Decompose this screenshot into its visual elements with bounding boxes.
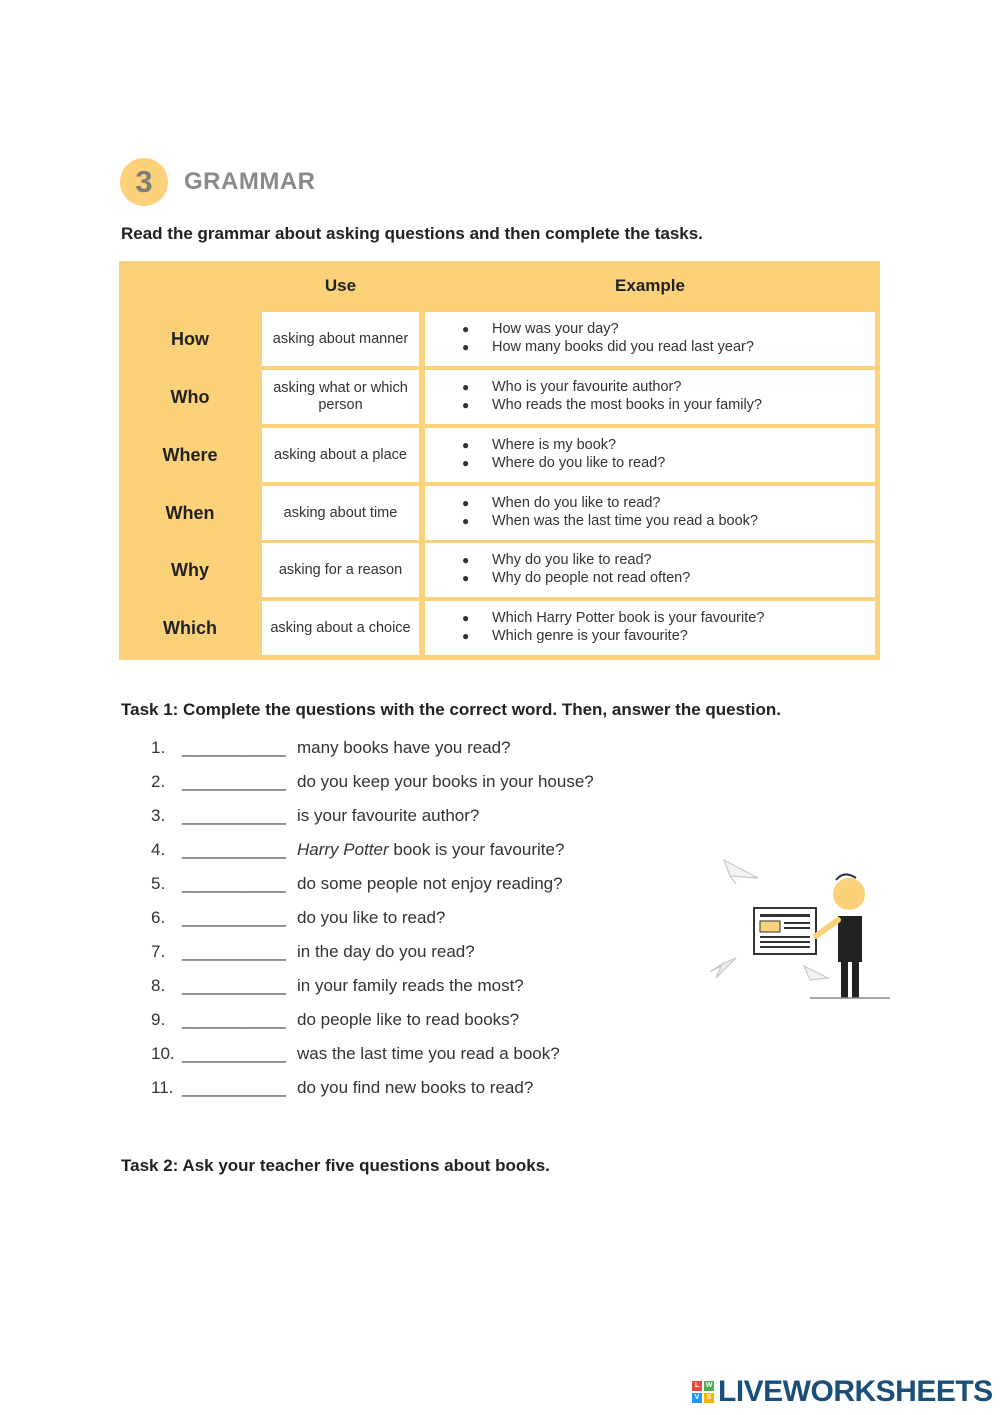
example-cell (425, 370, 875, 424)
question-word: Why (171, 559, 209, 580)
question-text: do you find new books to read? (297, 1078, 534, 1097)
question-italic-text: Harry Potter (297, 840, 389, 859)
table-row (119, 543, 880, 597)
answer-blank[interactable]: ___________ (182, 908, 287, 927)
paper-plane-icon (724, 860, 758, 884)
bullet-icon: ● (462, 514, 470, 528)
table-header-example: Example (615, 276, 685, 295)
table-row (119, 312, 880, 366)
question-word: Where (162, 444, 218, 465)
example-cell (425, 601, 875, 655)
question-number: 1. (151, 738, 166, 757)
question-word: Who (170, 386, 210, 407)
question-number: 10. (151, 1044, 175, 1063)
question-word: When (165, 502, 215, 523)
question-text: in your family reads the most? (297, 976, 524, 995)
task1-title: Task 1: Complete the questions with the correct word. Then, answer the question. (121, 700, 781, 719)
question-number: 8. (151, 976, 166, 995)
example-text: When do you like to read? (492, 495, 661, 511)
example-item (425, 396, 875, 414)
bullet-icon: ● (462, 553, 470, 567)
question-number: 7. (151, 942, 166, 961)
document-board-icon (754, 908, 816, 954)
example-item (425, 609, 875, 627)
instruction-text: Read the grammar about asking questions and then complete the tasks. (121, 224, 703, 243)
reading-illustration (700, 850, 900, 1010)
example-text: Why do you like to read? (492, 552, 652, 568)
example-text: Which Harry Potter book is your favourite? (492, 610, 765, 626)
question-text: do you like to read? (297, 908, 446, 927)
question-rest-text: book is your favourite? (388, 840, 565, 859)
use-cell: asking about manner (262, 312, 419, 366)
logo-text: LIVEWORKSHEETS (718, 1375, 993, 1408)
example-item (425, 494, 875, 512)
example-text: When was the last time you read a book? (492, 513, 758, 529)
question-text (297, 840, 564, 860)
use-cell: asking about a choice (262, 601, 419, 655)
answer-blank[interactable]: ___________ (182, 874, 287, 893)
person-figure (810, 874, 890, 998)
bullet-icon: ● (462, 398, 470, 412)
question-text: was the last time you read a book? (297, 1044, 560, 1063)
example-cell (425, 543, 875, 597)
example-item (425, 320, 875, 338)
bullet-icon: ● (462, 340, 470, 354)
question-number: 9. (151, 1010, 166, 1029)
use-cell: asking for a reason (262, 543, 419, 597)
bullet-icon: ● (462, 456, 470, 470)
bullet-icon: ● (462, 438, 470, 452)
example-cell (425, 312, 875, 366)
table-row (119, 370, 880, 424)
question-word: How (171, 328, 209, 349)
example-cell (425, 428, 875, 482)
paper-plane-icon (804, 966, 828, 980)
example-item (425, 436, 875, 454)
example-text: Who is your favourite author? (492, 379, 682, 395)
liveworksheets-logo[interactable] (692, 1375, 993, 1409)
table-row (119, 428, 880, 482)
question-number: 11. (151, 1078, 174, 1097)
question-text: is your favourite author? (297, 806, 480, 825)
section-header (120, 158, 315, 206)
logo-grid-icon: L W V S (692, 1381, 714, 1403)
question-number: 6. (151, 908, 166, 927)
question-number: 5. (151, 874, 166, 893)
answer-blank[interactable]: ___________ (182, 942, 287, 961)
example-item (425, 627, 875, 645)
paper-plane-icon (710, 958, 736, 978)
table-row (119, 486, 880, 540)
example-item (425, 378, 875, 396)
example-text: Who reads the most books in your family? (492, 397, 762, 413)
answer-blank[interactable]: ___________ (182, 1044, 287, 1063)
example-item (425, 454, 875, 472)
answer-blank[interactable]: ___________ (182, 976, 287, 995)
section-title: GRAMMAR (184, 168, 316, 195)
example-text: How was your day? (492, 321, 619, 337)
bullet-icon: ● (462, 571, 470, 585)
bullet-icon: ● (462, 611, 470, 625)
example-text: Where do you like to read? (492, 455, 666, 471)
question-text: do some people not enjoy reading? (297, 874, 563, 893)
answer-blank[interactable]: ___________ (182, 772, 287, 791)
example-text: Why do people not read often? (492, 570, 691, 586)
example-cell (425, 486, 875, 540)
task2-title: Task 2: Ask your teacher five questions about books. (121, 1156, 550, 1175)
section-number-badge: 3 (120, 158, 168, 206)
question-text: do you keep your books in your house? (297, 772, 594, 791)
question-text: in the day do you read? (297, 942, 475, 961)
use-cell: asking about a place (262, 428, 419, 482)
bullet-icon: ● (462, 496, 470, 510)
example-item (425, 551, 875, 569)
question-text: do people like to read books? (297, 1010, 520, 1029)
example-item (425, 338, 875, 356)
use-cell: asking about time (262, 486, 419, 540)
question-word: Which (163, 617, 217, 638)
example-item (425, 569, 875, 587)
example-text: Where is my book? (492, 437, 617, 453)
bullet-icon: ● (462, 380, 470, 394)
answer-blank[interactable]: ___________ (182, 1010, 287, 1029)
table-row (119, 601, 880, 655)
bullet-icon: ● (462, 322, 470, 336)
answer-blank[interactable]: ___________ (182, 840, 287, 859)
question-text: many books have you read? (297, 738, 511, 757)
bullet-icon: ● (462, 629, 470, 643)
example-item (425, 512, 875, 530)
question-number: 3. (151, 806, 166, 825)
question-number: 2. (151, 772, 166, 791)
question-number: 4. (151, 840, 166, 859)
use-cell: asking what or which person (262, 370, 419, 424)
table-header-use: Use (324, 276, 357, 295)
example-text: Which genre is your favourite? (492, 628, 688, 644)
answer-blank[interactable]: ___________ (182, 1078, 287, 1097)
answer-blank[interactable]: ___________ (182, 806, 287, 825)
answer-blank[interactable]: ___________ (182, 738, 287, 757)
example-text: How many books did you read last year? (492, 339, 754, 355)
